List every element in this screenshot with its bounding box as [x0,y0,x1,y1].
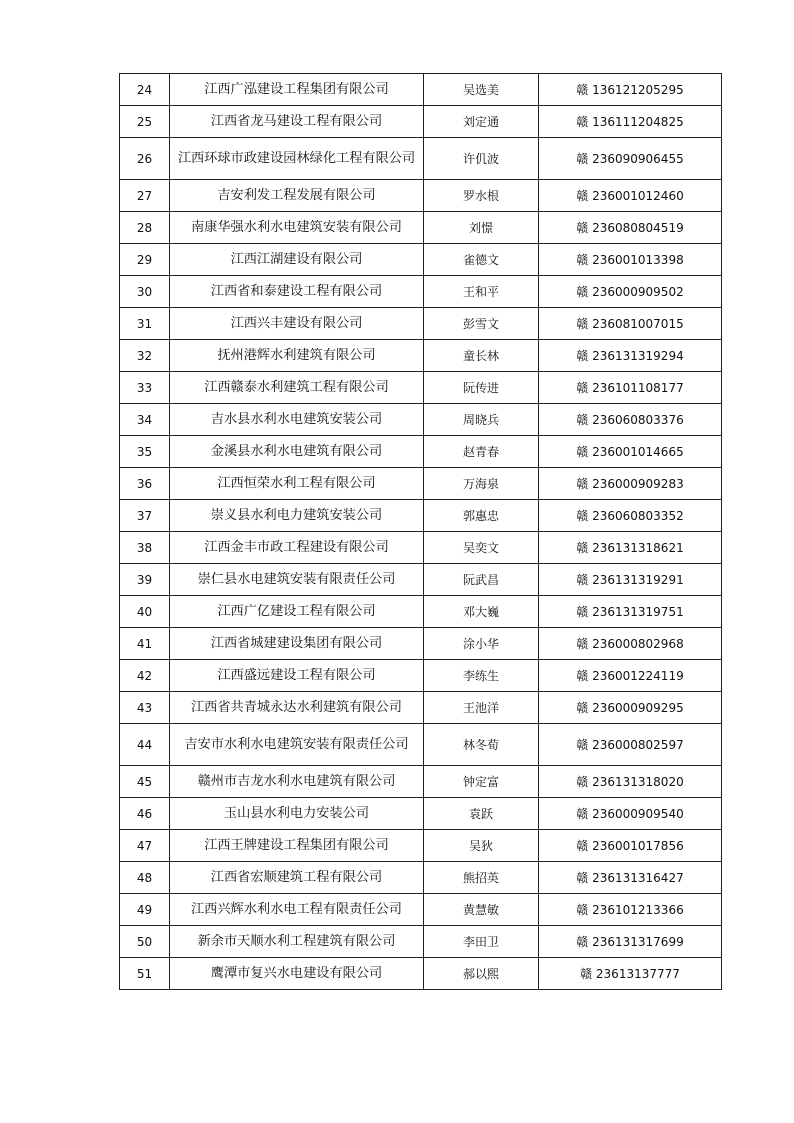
row-number-cell: 34 [120,404,170,436]
person-name-cell: 雀德文 [424,244,539,276]
company-name-cell: 江西江湖建设有限公司 [170,244,424,276]
table-row [120,830,722,862]
person-name-cell: 郭惠忠 [424,500,539,532]
certificate-number-cell: 赣 136121205295 [539,74,722,106]
table-row [120,798,722,830]
person-name-cell: 李练生 [424,660,539,692]
company-name-cell: 江西广亿建设工程有限公司 [170,596,424,628]
certificate-number-cell: 赣 236090906455 [539,138,722,180]
row-number-cell: 41 [120,628,170,660]
person-name-cell: 罗水根 [424,180,539,212]
person-name-cell: 林冬荀 [424,724,539,766]
table-row [120,862,722,894]
company-name-cell: 江西省共青城永达水利建筑有限公司 [170,692,424,724]
table-row [120,276,722,308]
row-number-cell: 51 [120,958,170,990]
row-number-cell: 46 [120,798,170,830]
table-row [120,692,722,724]
table-row [120,894,722,926]
row-number-cell: 29 [120,244,170,276]
certificate-number-cell: 赣 236131317699 [539,926,722,958]
table-row [120,308,722,340]
certificate-number-cell: 赣 236000802968 [539,628,722,660]
table-row [120,596,722,628]
company-name-cell: 吉安利发工程发展有限公司 [170,180,424,212]
row-number-cell: 31 [120,308,170,340]
row-number-cell: 33 [120,372,170,404]
company-name-cell: 抚州港辉水利建筑有限公司 [170,340,424,372]
row-number-cell: 27 [120,180,170,212]
certificate-number-cell: 赣 236001014665 [539,436,722,468]
certificate-number-cell: 赣 23613137777 [539,958,722,990]
roster-table-body [120,74,722,990]
company-name-cell: 江西省宏顺建筑工程有限公司 [170,862,424,894]
certificate-number-cell: 赣 236131316427 [539,862,722,894]
person-name-cell: 王和平 [424,276,539,308]
company-name-cell: 江西恒荣水利工程有限公司 [170,468,424,500]
table-row [120,106,722,138]
person-name-cell: 周晓兵 [424,404,539,436]
person-name-cell: 涂小华 [424,628,539,660]
certificate-number-cell: 赣 236000909540 [539,798,722,830]
company-name-cell: 江西金丰市政工程建设有限公司 [170,532,424,564]
person-name-cell: 阮武昌 [424,564,539,596]
certificate-number-cell: 赣 136111204825 [539,106,722,138]
person-name-cell: 刘定通 [424,106,539,138]
row-number-cell: 42 [120,660,170,692]
certificate-number-cell: 赣 236131319291 [539,564,722,596]
row-number-cell: 50 [120,926,170,958]
certificate-number-cell: 赣 236101108177 [539,372,722,404]
certificate-number-cell: 赣 236131318621 [539,532,722,564]
table-row [120,138,722,180]
person-name-cell: 钟定富 [424,766,539,798]
table-row [120,404,722,436]
company-name-cell: 金溪县水利水电建筑有限公司 [170,436,424,468]
person-name-cell: 赵青春 [424,436,539,468]
company-name-cell: 吉安市水利水电建筑安装有限责任公司 [170,724,424,766]
row-number-cell: 30 [120,276,170,308]
company-name-cell: 江西广泓建设工程集团有限公司 [170,74,424,106]
certificate-number-cell: 赣 236060803376 [539,404,722,436]
certificate-number-cell: 赣 236080804519 [539,212,722,244]
row-number-cell: 45 [120,766,170,798]
company-name-cell: 南康华强水利水电建筑安装有限公司 [170,212,424,244]
table-row [120,468,722,500]
company-name-cell: 江西盛远建设工程有限公司 [170,660,424,692]
table-row [120,212,722,244]
person-name-cell: 郝以熙 [424,958,539,990]
company-name-cell: 崇仁县水电建筑安装有限责任公司 [170,564,424,596]
document-page [119,73,709,990]
table-row [120,74,722,106]
table-row [120,958,722,990]
table-row [120,340,722,372]
roster-table [119,73,722,990]
table-row [120,500,722,532]
certificate-number-cell: 赣 236001224119 [539,660,722,692]
row-number-cell: 44 [120,724,170,766]
certificate-number-cell: 赣 236060803352 [539,500,722,532]
table-row [120,180,722,212]
company-name-cell: 吉水县水利水电建筑安装公司 [170,404,424,436]
certificate-number-cell: 赣 236131318020 [539,766,722,798]
company-name-cell: 新余市天顺水利工程建筑有限公司 [170,926,424,958]
person-name-cell: 袁跃 [424,798,539,830]
company-name-cell: 江西环球市政建设园林绿化工程有限公司 [170,138,424,180]
row-number-cell: 49 [120,894,170,926]
person-name-cell: 万海泉 [424,468,539,500]
row-number-cell: 24 [120,74,170,106]
certificate-number-cell: 赣 236081007015 [539,308,722,340]
certificate-number-cell: 赣 236001012460 [539,180,722,212]
row-number-cell: 26 [120,138,170,180]
table-row [120,724,722,766]
table-row [120,926,722,958]
table-row [120,372,722,404]
person-name-cell: 黄慧敏 [424,894,539,926]
certificate-number-cell: 赣 236131319751 [539,596,722,628]
row-number-cell: 37 [120,500,170,532]
certificate-number-cell: 赣 236001017856 [539,830,722,862]
company-name-cell: 江西兴丰建设有限公司 [170,308,424,340]
table-row [120,766,722,798]
company-name-cell: 赣州市吉龙水利水电建筑有限公司 [170,766,424,798]
certificate-number-cell: 赣 236101213366 [539,894,722,926]
person-name-cell: 阮传进 [424,372,539,404]
person-name-cell: 吴奕文 [424,532,539,564]
person-name-cell: 吴选美 [424,74,539,106]
person-name-cell: 彭雪文 [424,308,539,340]
company-name-cell: 江西兴辉水利水电工程有限责任公司 [170,894,424,926]
person-name-cell: 王池洋 [424,692,539,724]
company-name-cell: 江西赣泰水利建筑工程有限公司 [170,372,424,404]
person-name-cell: 童长林 [424,340,539,372]
person-name-cell: 邓大巍 [424,596,539,628]
person-name-cell: 熊招英 [424,862,539,894]
person-name-cell: 李田卫 [424,926,539,958]
table-row [120,436,722,468]
person-name-cell: 吴狄 [424,830,539,862]
row-number-cell: 28 [120,212,170,244]
row-number-cell: 38 [120,532,170,564]
person-name-cell: 刘憬 [424,212,539,244]
row-number-cell: 39 [120,564,170,596]
table-row [120,532,722,564]
table-row [120,628,722,660]
person-name-cell: 许仉波 [424,138,539,180]
company-name-cell: 玉山县水利电力安装公司 [170,798,424,830]
company-name-cell: 江西省和泰建设工程有限公司 [170,276,424,308]
row-number-cell: 36 [120,468,170,500]
row-number-cell: 48 [120,862,170,894]
row-number-cell: 43 [120,692,170,724]
company-name-cell: 江西省龙马建设工程有限公司 [170,106,424,138]
company-name-cell: 崇义县水利电力建筑安装公司 [170,500,424,532]
company-name-cell: 江西省城建建设集团有限公司 [170,628,424,660]
row-number-cell: 35 [120,436,170,468]
certificate-number-cell: 赣 236000802597 [539,724,722,766]
row-number-cell: 25 [120,106,170,138]
certificate-number-cell: 赣 236131319294 [539,340,722,372]
table-row [120,660,722,692]
table-row [120,244,722,276]
certificate-number-cell: 赣 236001013398 [539,244,722,276]
row-number-cell: 47 [120,830,170,862]
certificate-number-cell: 赣 236000909502 [539,276,722,308]
row-number-cell: 40 [120,596,170,628]
table-row [120,564,722,596]
company-name-cell: 江西王牌建设工程集团有限公司 [170,830,424,862]
certificate-number-cell: 赣 236000909295 [539,692,722,724]
company-name-cell: 鹰潭市复兴水电建设有限公司 [170,958,424,990]
certificate-number-cell: 赣 236000909283 [539,468,722,500]
row-number-cell: 32 [120,340,170,372]
